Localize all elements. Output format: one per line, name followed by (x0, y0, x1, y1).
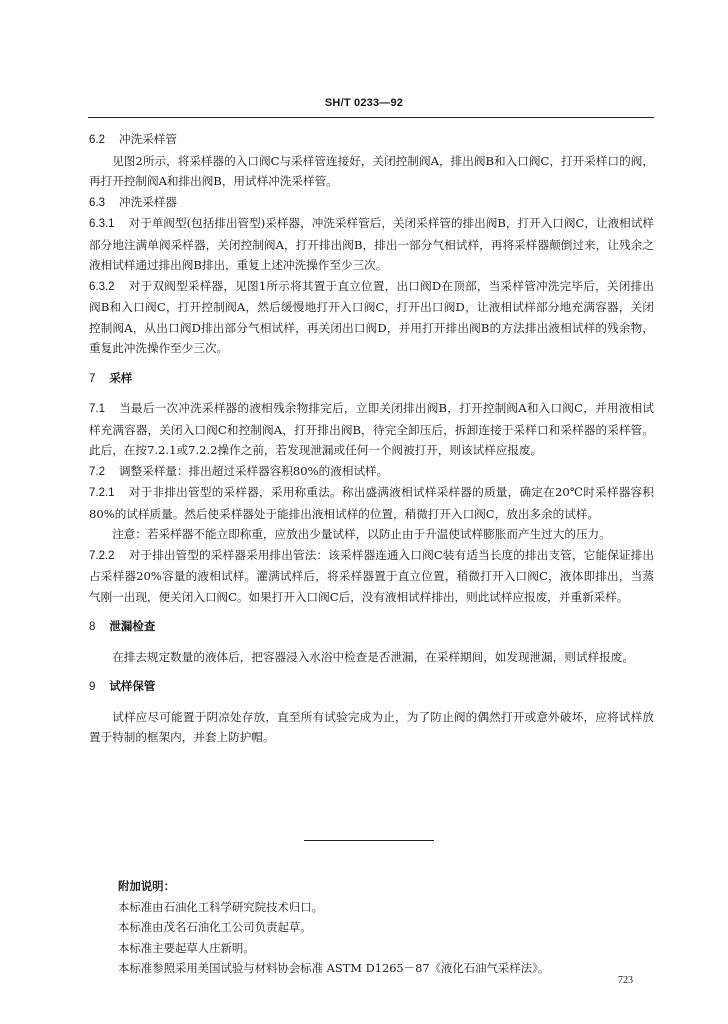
section-number: 7.2.2 (89, 549, 115, 562)
section-6-2-heading (89, 129, 654, 151)
section-number: 6.2 (89, 134, 105, 146)
section-number: 8 (89, 621, 96, 633)
section-number: 7.2.1 (89, 487, 115, 499)
section-title: 冲洗采样器 (119, 194, 177, 209)
section-number: 7.1 (89, 403, 105, 415)
section-7-2-2 (89, 545, 654, 608)
appendix-line: 本标准主要起草人庄新明。 (118, 940, 255, 955)
appendix-notes (118, 876, 638, 979)
section-body: 对于单阀型(包括排出管型)采样器，冲洗采样管后，关闭采样管的排出阀B，打开入口阀C，让液相试样部分地注满单阀采样器，关闭控制阀A，打开排出阀B，排出一部分气相试样，再将采样器颠倒过来，让残余之液相试样通过排出阀B排出，重复上述冲洗操作至少三次。 (89, 216, 654, 272)
section-8-heading (89, 616, 654, 638)
appendix-line: 本标准参照采用美国试验与材料协会标准 ASTM D1265－87《液化石油气采样法》。 (118, 961, 550, 975)
section-7-2-1 (89, 482, 654, 524)
section-6-3-heading (89, 192, 654, 214)
header-rule (88, 117, 654, 118)
section-8-body: 在排去规定数量的液体后，把容器浸入水浴中检查是否泄漏，在采样期间，如发现泄漏，则试样报废。 (112, 649, 634, 664)
page-number: 723 (618, 975, 633, 986)
section-number: 7.2 (89, 465, 105, 478)
section-title: 采样 (109, 370, 133, 385)
section-body: 当最后一次冲洗采样器的液相残余物排完后，立即关闭排出阀B，打开控制阀A和入口阀C，并用液相试样充满容器，关闭入口阀C和控制阀A，打开排出阀B，待完全卸压后，拆卸连接于采样口和采样器的采样管。此后，在按7.2.1或7.2.2操作之前，若发现泄漏或任何一个阀被打开，则该试样应报废。 (89, 401, 654, 457)
section-body: 对于非排出管型的采样器，采用称重法。称出盛满液相试样采样器的质量，确定在20℃时采样器容积80%的试样质量。然后使采样器处于能排出液相试样的位置，稍微打开入口阀C，放出多余的试样。 (89, 485, 654, 521)
section-6-2-body: 见图2所示，将采样器的入口阀C与采样管连接好，关闭控制阀A，排出阀B和入口阀C，打开采样口的阀，再打开控制阀A和排出阀B，用试样冲洗采样管。 (89, 153, 654, 188)
end-rule (304, 840, 434, 841)
section-body: 对于排出管型的采样器采用排出管法：该采样器连通入口阀C装有适当长度的排出支管，它能保证排出占采样器20%容量的液相试样。灌满试样后，将采样器置于直立位置，稍微打开入口阀C，液体即排出，当蒸气刚一出现，便关闭入口阀C。如果打开入口阀C后，没有液相试样排出，则此试样应报废，并重新采样。 (89, 547, 654, 604)
appendix-line: 本标准由茂名石油化工公司负责起草。 (118, 920, 312, 934)
section-9-body: 试样应尽可能置于阴凉处存放，直至所有试验完成为止，为了防止阀的偶然打开或意外破坏，应将试样放置于特制的框架内，并套上防护帽。 (89, 709, 654, 744)
section-7-2 (89, 461, 654, 483)
section-title: 泄漏检查 (109, 619, 156, 633)
section-body: 调整采样量：排出超过采样器容积80%的液相试样。 (119, 463, 389, 478)
section-body: 对于双阀型采样器，见图1所示将其置于直立位置，出口阀D在顶部，当采样管冲洗完毕后，关闭排出阀B和入口阀C，打开控制阀A，然后缓慢地打开入口阀C，打开出口阀D，让液相试样部分地充满容器，关闭控制阀A，从出口阀D排出部分气相试样，再关闭出口阀D，并用打开排出阀B的方法排出液相试样的残余物，重复此冲洗操作至少三次。 (89, 278, 654, 355)
section-number: 7 (89, 372, 96, 385)
section-number: 6.3 (89, 196, 105, 209)
section-number: 6.3.1 (89, 218, 115, 230)
section-number: 9 (89, 681, 96, 693)
appendix-title: 附加说明： (118, 879, 175, 893)
section-7-1 (89, 398, 654, 461)
section-title: 试样保管 (109, 679, 156, 693)
section-9-heading (89, 676, 654, 698)
section-title: 冲洗采样管 (119, 132, 177, 146)
section-6-3-2 (89, 276, 654, 359)
standard-code-header: SH/T 0233—92 (324, 97, 404, 109)
section-7-2-1-note: 注意：若采样器不能立即称重，应放出少量试样，以防止由于升温使试样膨胀而产生过大的压力。 (112, 527, 611, 541)
section-number: 6.3.2 (89, 280, 115, 293)
appendix-line: 本标准由石油化工科学研究院技术归口。 (118, 899, 324, 914)
section-7-heading (89, 368, 654, 390)
section-6-3-1 (89, 213, 654, 276)
document-body (89, 129, 654, 748)
